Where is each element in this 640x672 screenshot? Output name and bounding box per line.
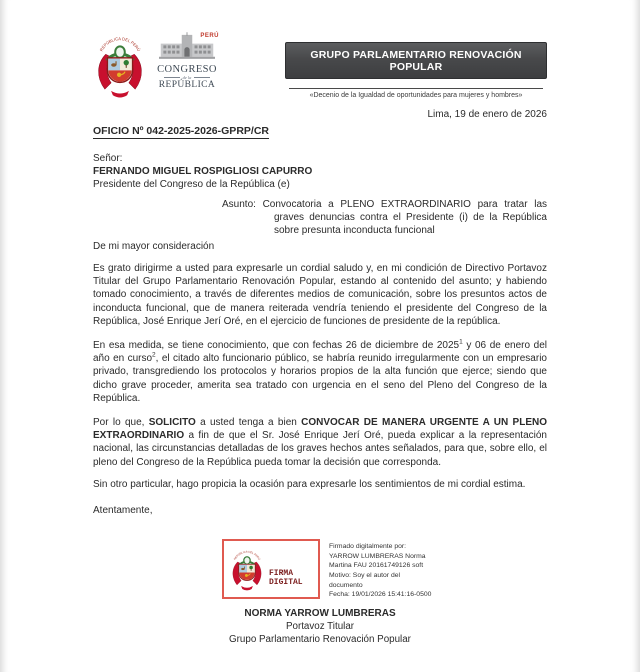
signature-meta-line: Fecha: 19/01/2026 15:41:16-0500 xyxy=(329,591,432,599)
paragraph-3-text: Por lo que, xyxy=(93,416,149,428)
oficio-number-text: OFICIO Nº 042-2025-2026-GPRP/CR xyxy=(93,125,269,137)
paragraph-2-text: , el citado alto funcionario público, se habría reunido irregularmente con un empresario privado, transgrediendo los protocolos y horarios propios de la alta función que ejerce; siendo que dicho grave proceder, amerita sea tratado con urgencia en el seno del Pleno del Congreso de la República. xyxy=(93,353,547,405)
signature-meta-line: YARROW LUMBRERAS Norma xyxy=(329,552,426,560)
addressee-name: FERNANDO MIGUEL ROSPIGLIOSI CAPURRO xyxy=(93,166,313,177)
paragraph-3-text: a fin de que el Sr. José Enrique Jerí Oré, pueda explicar a la representación nacional, las circunstancias detalladas de los graves hechos antes señalados, para que, sobre ello, el pleno del Congreso de la República pueda tomar la decisión que corresponda. xyxy=(93,430,547,468)
firma-digital-line1: FIRMA xyxy=(269,569,294,579)
paragraph-1: Es grato dirigirme a usted para expresarle un cordial saludo y, en mi condición de Directivo Portavoz Titular del Grupo Parlamentario Renovación Popular, estando al contenido del asunto; y habiendo tomado conocimiento, a través de diferentes medios de comunicación, sobre los presuntos actos de inconducta funcional, que de manera reiterada vendría teniendo el presidente del Congreso de la República, José Enrique Jerí Oré, en el ejercicio de funciones de presidente de la república. xyxy=(93,262,547,328)
closing-line: Sin otro particular, hago propicia la ocasión para expresarle los sentimientos de mi cordial estima. xyxy=(93,479,526,491)
signature-meta-line: documento xyxy=(329,581,363,589)
addressee-salutation: Señor: xyxy=(93,153,123,164)
paragraph-2-text: y 06 de enero del año en curso xyxy=(93,339,547,365)
subject-text: Convocatoria a PLENO EXTRAORDINARIO para tratar las graves denuncias contra el Presidente (i) de la República sobre presunta inconducta funcional xyxy=(262,199,548,237)
paragraph-3-bold: CONVOCAR DE MANERA URGENTE A UN PLENO EXTRAORDINARIO xyxy=(93,416,547,442)
signer-group: Grupo Parlamentario Renovación Popular xyxy=(229,633,411,645)
paragraph-3 xyxy=(93,416,547,470)
signature-meta-line: Martina FAU 20161749126 soft xyxy=(329,562,424,570)
paragraph-2-text: En esa medida, se tiene conocimiento, que con fechas 26 de diciembre de 2025 xyxy=(93,339,460,351)
congress-logo xyxy=(153,24,221,104)
paragraph-3-bold: SOLICITO xyxy=(148,416,196,428)
subject-block xyxy=(222,198,547,238)
signature-meta-line: Motivo: Soy el autor del xyxy=(329,572,401,580)
addressee-role: Presidente del Congreso de la República (e) xyxy=(93,179,290,190)
paragraph-3-text: a usted tenga a bien xyxy=(195,416,302,428)
congress-logo-country-label: PERÚ xyxy=(200,33,219,39)
greeting-line: De mi mayor consideración xyxy=(93,240,215,252)
signature-meta-line: Firmado digitalmente por: xyxy=(329,543,407,551)
addressee-block xyxy=(93,152,547,191)
letterhead xyxy=(93,24,547,106)
signoff-line: Atentamente, xyxy=(93,505,153,517)
footnote-ref-1: 1 xyxy=(459,338,463,346)
date-line: Lima, 19 de enero de 2026 xyxy=(427,109,547,120)
congress-logo-mid: de la xyxy=(153,75,221,80)
banner-divider xyxy=(289,88,543,89)
firma-digital-label xyxy=(269,569,303,587)
group-banner: GRUPO PARLAMENTARIO RENOVACIÓN POPULAR xyxy=(285,42,547,79)
peru-coat-of-arms-icon xyxy=(227,542,267,596)
signer-name: NORMA YARROW LUMBRERAS xyxy=(244,607,396,619)
signature-metadata xyxy=(329,539,431,600)
oficio-number xyxy=(93,125,547,137)
congress-logo-title: CONGRESO xyxy=(157,64,217,75)
decenio-motto: «Decenio de la Igualdad de oportunidades para mujeres y hombres» xyxy=(309,92,523,99)
firma-digital-stamp xyxy=(222,539,320,599)
firma-digital-line2: DIGITAL xyxy=(269,578,303,588)
footnote-ref-2: 2 xyxy=(152,351,156,359)
congress-logo-subtitle: REPÚBLICA xyxy=(158,80,216,90)
signature-block xyxy=(93,607,547,646)
signer-role: Portavoz Titular xyxy=(285,620,355,632)
subject-label: Asunto: xyxy=(222,199,256,210)
peru-coat-of-arms-icon xyxy=(93,24,147,106)
digital-signature-area xyxy=(222,539,547,600)
paragraph-2 xyxy=(93,339,547,406)
